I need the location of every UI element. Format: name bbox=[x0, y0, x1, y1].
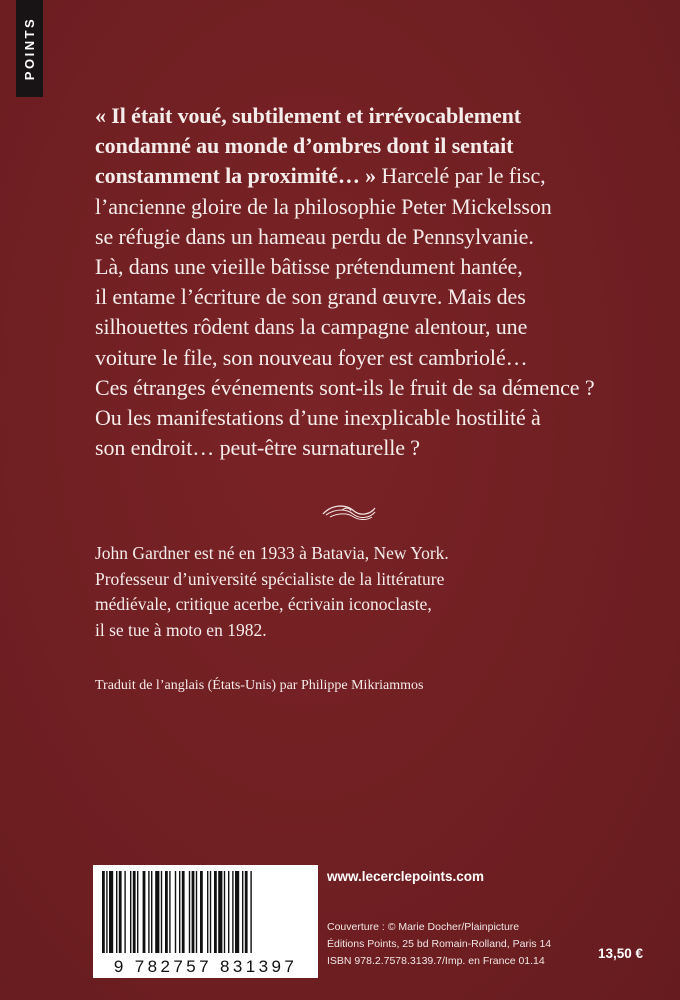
edition-credits bbox=[327, 919, 551, 970]
blurb-line: son endroit… peut-être surnaturelle ? bbox=[95, 435, 420, 461]
barcode-number: 9 782757 831397 bbox=[113, 957, 298, 976]
bio-line: Professeur d’université spécialiste de la littérature bbox=[95, 568, 445, 589]
price-label: 13,50 € bbox=[598, 946, 644, 961]
blurb-line: Ou les manifestations d’une inexplicable hostilité à bbox=[95, 405, 541, 431]
blurb-line: Ces étranges événements sont-ils le fruit de sa démence ? bbox=[95, 374, 595, 400]
flourish-ornament-icon bbox=[320, 502, 378, 522]
publisher-logo bbox=[16, 0, 43, 97]
credit-line: Couverture : © Marie Docher/Plainpicture bbox=[327, 921, 520, 933]
credit-line: Éditions Points, 25 bd Romain-Rolland, Paris 14 bbox=[327, 938, 552, 950]
publisher-website[interactable]: www.lecerclepoints.com bbox=[327, 869, 485, 884]
blurb-line: l’ancienne gloire de la philosophie Peter Mickelsson bbox=[95, 193, 552, 219]
blurb-line: silhouettes rôdent dans la campagne alentour, une bbox=[95, 314, 528, 340]
blurb-line: voiture le file, son nouveau foyer est cambriolé… bbox=[95, 344, 528, 370]
blurb-quote-line: condamné au monde d’ombres dont il sentait bbox=[95, 133, 514, 159]
author-bio bbox=[95, 541, 615, 643]
translator-credit: Traduit de l’anglais (États-Unis) par Philippe Mikriammos bbox=[95, 678, 424, 693]
bio-line: John Gardner est né en 1933 à Batavia, New York. bbox=[95, 543, 449, 563]
blurb-quote-line: « Il était voué, subtilement et irrévocablement bbox=[95, 103, 522, 128]
blurb-line: il entame l’écriture de son grand œuvre. Mais des bbox=[95, 284, 526, 310]
isbn-barcode bbox=[93, 865, 318, 978]
blurb-line: se réfugie dans un hameau perdu de Pennsylvanie. bbox=[95, 223, 534, 249]
blurb-line bbox=[95, 161, 655, 191]
blurb bbox=[95, 101, 655, 463]
blurb-quote-tail: Harcelé par le fisc, bbox=[376, 163, 546, 189]
blurb-line: Là, dans une vieille bâtisse prétendument hantée, bbox=[95, 254, 523, 280]
bio-line: il se tue à moto en 1982. bbox=[95, 619, 267, 640]
bio-line: médiévale, critique acerbe, écrivain iconoclaste, bbox=[95, 594, 432, 614]
credit-line: ISBN 978.2.7578.3139.7/Imp. en France 01.14 bbox=[327, 955, 545, 967]
barcode-bars bbox=[101, 871, 310, 953]
blurb-quote-end: constamment la proximité… » bbox=[95, 163, 377, 189]
publisher-logo-text: POINTS bbox=[22, 16, 37, 81]
